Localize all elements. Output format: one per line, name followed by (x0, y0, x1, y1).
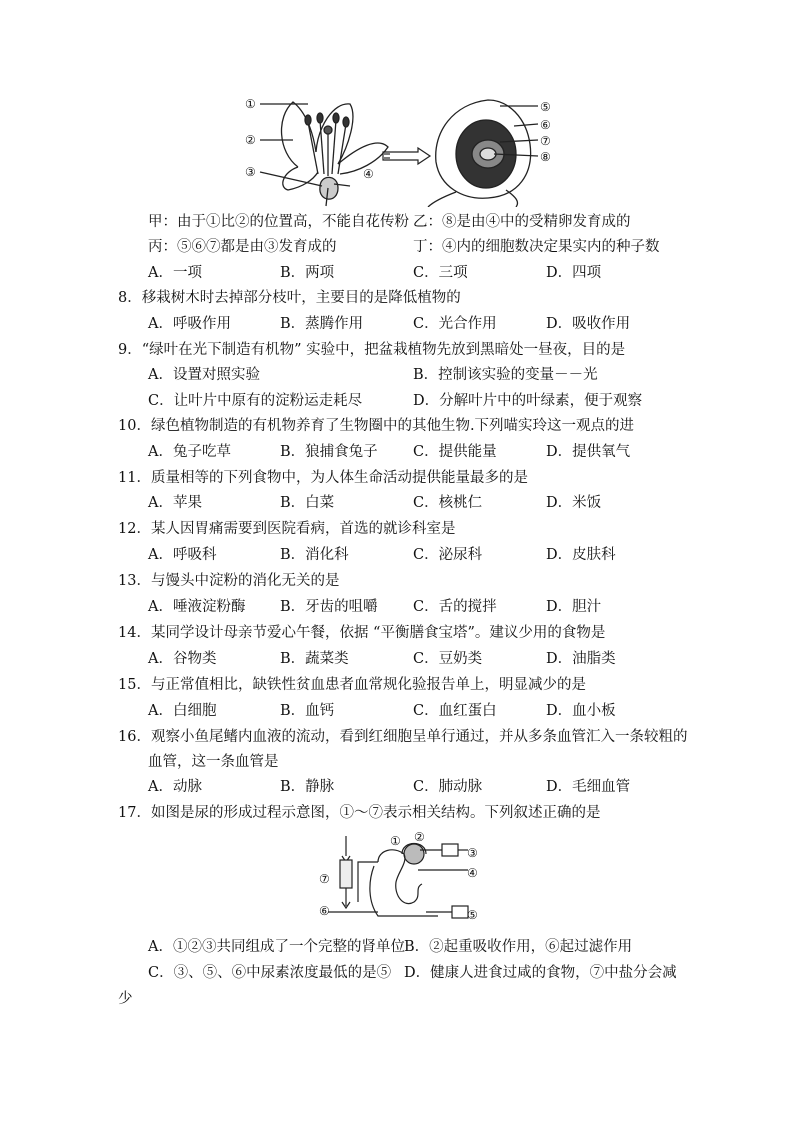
q8-option-a[interactable]: A．呼吸作用 (148, 316, 231, 332)
q13-option-b[interactable]: B．牙齿的咀嚼 (280, 599, 378, 615)
q9-option-c[interactable]: C．让叶片中原有的淀粉运走耗尽 (148, 393, 363, 409)
q13-option-d[interactable]: D．胆汁 (546, 599, 602, 615)
q14-option-c[interactable]: C．豆奶类 (413, 651, 483, 667)
q10-option-a[interactable]: A．兔子吃草 (148, 444, 231, 460)
figure2-label-7: ⑦ (319, 872, 330, 886)
q9-option-d[interactable]: D．分解叶片中的叶绿素，便于观察 (413, 393, 643, 409)
q12-option-d[interactable]: D．皮肤科 (546, 547, 616, 563)
q11-option-c[interactable]: C．核桃仁 (413, 495, 483, 511)
q14-stem: 14．某同学设计母亲节爱心午餐，依据 “平衡膳食宝塔”。建议少用的食物是 (118, 625, 606, 641)
flower-fruit-figure (238, 92, 568, 207)
arrow-icon (383, 148, 430, 164)
nephron-diagram (318, 832, 486, 932)
q14-option-b[interactable]: B．蔬菜类 (280, 651, 349, 667)
figure2-label-4: ④ (467, 866, 478, 880)
q17-option-b[interactable]: B．②起重吸收作用，⑥起过滤作用 (404, 939, 633, 955)
figure2-label-5: ⑤ (467, 908, 478, 922)
q12-option-c[interactable]: C．泌尿科 (413, 547, 483, 563)
q16-option-a[interactable]: A．动脉 (148, 779, 202, 795)
q17-stem: 17．如图是尿的形成过程示意图，①～⑦表示相关结构。下列叙述正确的是 (118, 805, 601, 821)
urine-formation-figure (318, 832, 486, 932)
q14-option-a[interactable]: A．谷物类 (148, 651, 217, 667)
figure2-label-1: ① (390, 834, 401, 848)
q7-statement-ding: 丁：④内的细胞数决定果实内的种子数 (413, 239, 660, 255)
q17-option-a[interactable]: A．①②③共同组成了一个完整的肾单位 (148, 939, 405, 955)
q16-option-d[interactable]: D．毛细血管 (546, 779, 631, 795)
q12-option-b[interactable]: B．消化科 (280, 547, 349, 563)
q16-option-b[interactable]: B．静脉 (280, 779, 335, 795)
q9-stem: 9．“绿叶在光下制造有机物” 实验中，把盆栽植物先放到黑暗处一昼夜，目的是 (118, 342, 626, 358)
q11-option-a[interactable]: A．苹果 (148, 495, 202, 511)
figure-label-5: ⑤ (540, 100, 551, 114)
figure-label-6: ⑥ (540, 118, 551, 132)
q9-option-a[interactable]: A．设置对照实验 (148, 367, 260, 383)
q12-stem: 12．某人因胃痛需要到医院看病，首选的就诊科室是 (118, 521, 456, 537)
q11-option-b[interactable]: B．白菜 (280, 495, 335, 511)
q17-option-c[interactable]: C．③、⑤、⑥中尿素浓度最低的是⑤ (148, 965, 392, 981)
figure-label-3: ③ (245, 165, 256, 179)
figure-label-2: ② (245, 133, 256, 147)
q7-option-b[interactable]: B．两项 (280, 265, 335, 281)
q13-option-c[interactable]: C．舌的搅拌 (413, 599, 497, 615)
q8-option-d[interactable]: D．吸收作用 (546, 316, 631, 332)
q16-option-c[interactable]: C．肺动脉 (413, 779, 483, 795)
q10-option-b[interactable]: B．狼捕食兔子 (280, 444, 378, 460)
q17-option-d-continuation: 少 (118, 991, 133, 1007)
q11-option-d[interactable]: D．米饭 (546, 495, 602, 511)
q11-stem: 11．质量相等的下列食物中，为人体生命活动提供能量最多的是 (118, 470, 528, 486)
q17-option-d[interactable]: D．健康人进食过咸的食物，⑦中盐分会减 (404, 965, 677, 981)
q7-option-d[interactable]: D．四项 (546, 265, 602, 281)
figure-label-1: ① (245, 97, 256, 111)
figure2-label-6: ⑥ (319, 904, 330, 918)
q7-statement-yi: 乙：⑧是由④中的受精卵发育成的 (413, 214, 631, 230)
flower-drawing (260, 102, 388, 206)
q7-statement-bing: 丙：⑤⑥⑦都是由③发育成的 (148, 239, 337, 255)
q10-option-c[interactable]: C．提供能量 (413, 444, 497, 460)
q15-option-d[interactable]: D．血小板 (546, 703, 616, 719)
q14-option-d[interactable]: D．油脂类 (546, 651, 616, 667)
q13-option-a[interactable]: A．唾液淀粉酶 (148, 599, 246, 615)
flower-fruit-diagram (238, 92, 568, 207)
q10-option-d[interactable]: D．提供氧气 (546, 444, 631, 460)
q15-option-c[interactable]: C．血红蛋白 (413, 703, 497, 719)
q15-option-a[interactable]: A．白细胞 (148, 703, 217, 719)
q10-stem: 10．绿色植物制造的有机物养育了生物圈中的其他生物.下列喵实玲这一观点的进 (118, 418, 635, 434)
figure-label-8: ⑧ (540, 150, 551, 164)
q7-option-c[interactable]: C．三项 (413, 265, 468, 281)
q16-stem-line1: 16．观察小鱼尾鳍内血液的流动，看到红细胞呈单行通过，并从多条血管汇入一条较粗的 (118, 729, 688, 745)
figure-label-7: ⑦ (540, 134, 551, 148)
q15-stem: 15．与正常值相比，缺铁性贫血患者血常规化验报告单上，明显减少的是 (118, 677, 586, 693)
q7-statement-jia: 甲：由于①比②的位置高，不能自花传粉 (148, 214, 409, 230)
figure2-label-2: ② (414, 830, 425, 844)
figure-label-4: ④ (363, 167, 374, 181)
figure2-label-3: ③ (467, 846, 478, 860)
q8-option-b[interactable]: B．蒸腾作用 (280, 316, 364, 332)
q13-stem: 13．与馒头中淀粉的消化无关的是 (118, 573, 340, 589)
q8-option-c[interactable]: C．光合作用 (413, 316, 497, 332)
fruit-drawing (428, 100, 538, 207)
q15-option-b[interactable]: B．血钙 (280, 703, 335, 719)
q8-stem: 8．移栽树木时去掉部分枝叶，主要目的是降低植物的 (118, 290, 461, 306)
q7-option-a[interactable]: A．一项 (148, 265, 202, 281)
q16-stem-line2: 血管，这一条血管是 (148, 754, 279, 770)
q12-option-a[interactable]: A．呼吸科 (148, 547, 217, 563)
q9-option-b[interactable]: B．控制该实验的变量－－光 (413, 367, 598, 383)
